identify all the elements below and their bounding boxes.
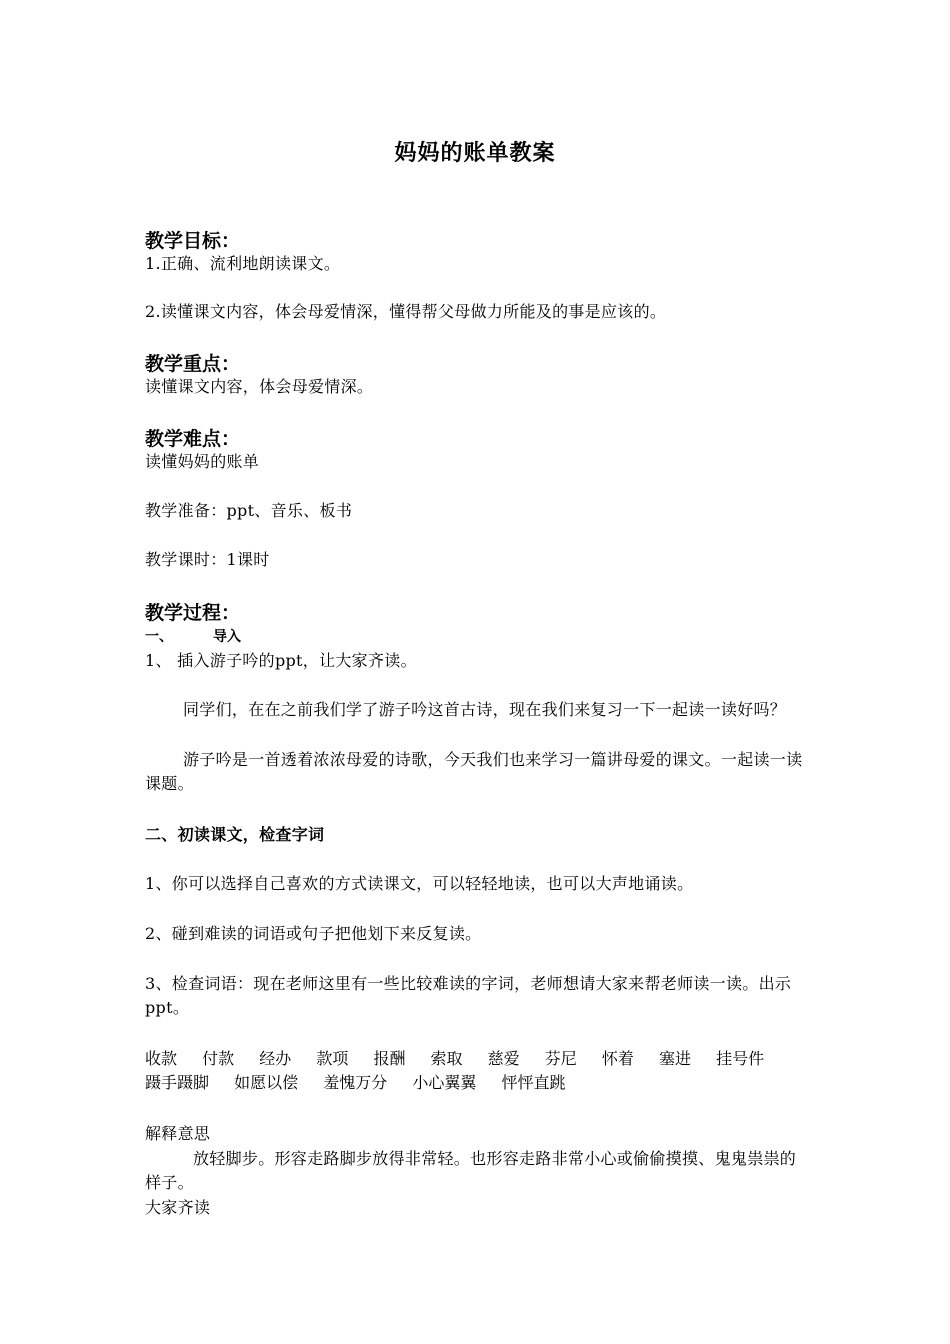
word-item: 款项 (316, 1049, 349, 1068)
word-item: 挂号件 (716, 1049, 765, 1068)
difficulty-heading: 教学难点： (145, 428, 241, 450)
hours-text: 教学课时：1课时 (145, 550, 270, 569)
s2-item1: 1、你可以选择自己喜欢的方式读课文，可以轻轻地读，也可以大声地诵读。 (145, 874, 694, 893)
section1-title: 导入 (213, 629, 241, 645)
word-list-line2 (145, 1071, 825, 1095)
word-item: 芬尼 (544, 1049, 577, 1068)
s1-item1: 1、 插入游子吟的ppt，让大家齐读。 (145, 651, 417, 670)
objective-1: 1.正确、流利地朗读课文。 (145, 254, 341, 273)
preparation-text: 教学准备：ppt、音乐、板书 (145, 501, 353, 520)
s2-item2: 2、碰到难读的词语或句子把他划下来反复读。 (145, 924, 482, 943)
objective-2: 2.读懂课文内容，体会母爱情深，懂得帮父母做力所能及的事是应该的。 (145, 302, 667, 321)
focus-heading: 教学重点： (145, 353, 241, 375)
word-item: 怀着 (601, 1049, 634, 1068)
word-list-line1 (145, 1047, 825, 1071)
s2-item3: 3、检查词语：现在老师这里有一些比较难读的字词，老师想请大家来帮老师读一读。出示ppt。 (145, 974, 792, 1017)
word-item: 蹑手蹑脚 (145, 1073, 210, 1092)
process-heading: 教学过程： (145, 602, 241, 624)
word-item: 索取 (430, 1049, 463, 1068)
word-item: 塞进 (658, 1049, 691, 1068)
word-item: 收款 (145, 1049, 178, 1068)
objectives-heading: 教学目标： (145, 230, 241, 252)
word-item: 经办 (259, 1049, 292, 1068)
word-item: 羞愧万分 (323, 1073, 388, 1092)
word-item: 报酬 (373, 1049, 406, 1068)
word-item: 慈爱 (487, 1049, 520, 1068)
section1-heading (145, 626, 241, 646)
word-item: 付款 (202, 1049, 235, 1068)
document-title: 妈妈的账单教案 (394, 141, 556, 166)
explain-text: 放轻脚步。形容走路脚步放得非常轻。也形容走路非常小心或偷偷摸摸、鬼鬼祟祟的样子。 (145, 1149, 797, 1192)
word-item: 小心翼翼 (412, 1073, 477, 1092)
section1-number: 一、 (145, 629, 173, 645)
explain-label: 解释意思 (145, 1124, 211, 1143)
s1-paragraph1: 同学们，在在之前我们学了游子吟这首古诗，现在我们来复习一下一起读一读好吗？ (183, 700, 787, 719)
word-item: 怦怦直跳 (501, 1073, 566, 1092)
focus-text: 读懂课文内容，体会母爱情深。 (145, 377, 374, 396)
difficulty-text: 读懂妈妈的账单 (145, 452, 260, 471)
word-item: 如愿以偿 (234, 1073, 299, 1092)
section2-heading: 二、初读课文，检查字词 (145, 825, 325, 844)
read-together-text: 大家齐读 (145, 1198, 211, 1217)
s1-paragraph2: 游子吟是一首透着浓浓母爱的诗歌，今天我们也来学习一篇讲母爱的课文。一起读一读课题。 (145, 750, 803, 793)
